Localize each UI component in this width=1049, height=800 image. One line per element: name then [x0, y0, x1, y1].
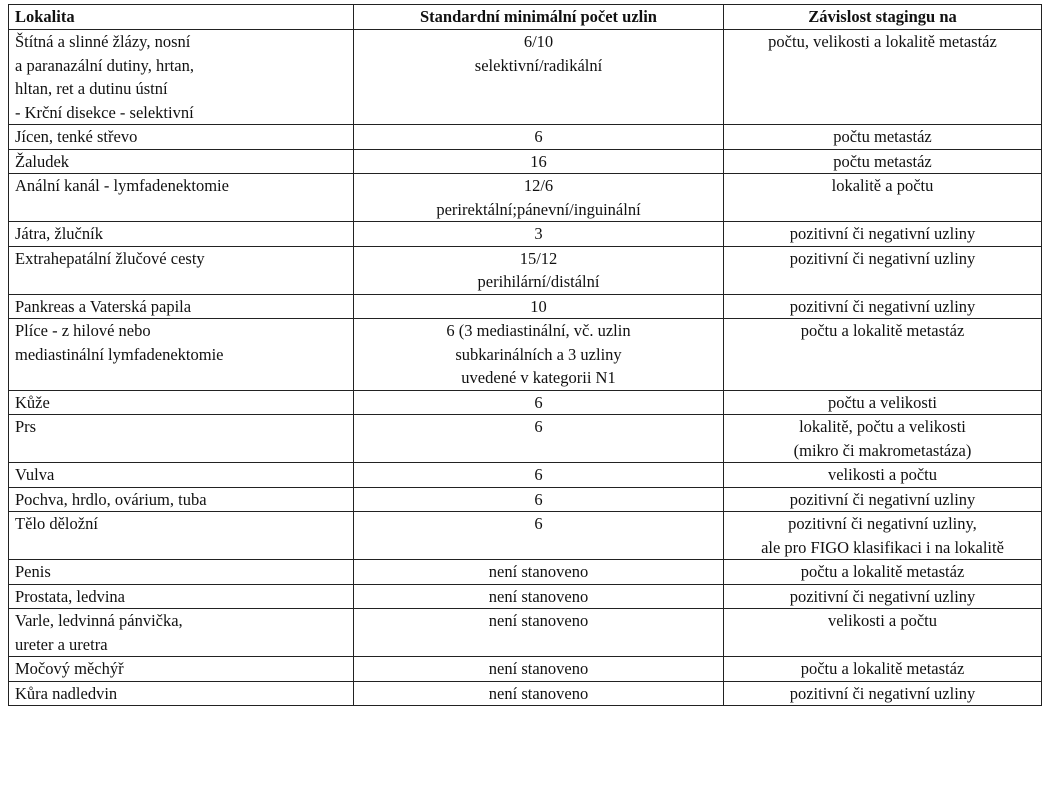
- table-row: [9, 681, 1042, 706]
- cell-text-line: pozitivní či negativní uzliny: [789, 489, 976, 509]
- cell-zavislost: [724, 246, 1042, 294]
- cell-text-line: není stanoveno: [488, 562, 589, 581]
- cell-text-line: Tělo děložní: [15, 514, 98, 533]
- cell-text-line: Vulva: [15, 465, 55, 484]
- cell-text-line: ale pro FIGO klasifikaci i na lokalitě: [761, 537, 1004, 557]
- cell-lokalita: [9, 30, 354, 125]
- cell-text-line: Prostata, ledvina: [15, 586, 125, 606]
- table-row: [9, 30, 1042, 125]
- cell-text-line: mediastinální lymfadenektomie: [15, 344, 224, 364]
- cell-zavislost: [724, 415, 1042, 463]
- document-page: [8, 4, 1041, 706]
- cell-pocet-uzlin: [354, 560, 724, 585]
- cell-pocet-uzlin: [354, 319, 724, 391]
- cell-text-line: Pankreas a Vaterská papila: [15, 296, 192, 316]
- cell-text-line: a paranazální dutiny, hrtan,: [15, 55, 194, 75]
- cell-lokalita: [9, 390, 354, 415]
- header-pocet-uzlin: Standardní minimální počet uzlin: [354, 5, 724, 30]
- cell-zavislost: [724, 149, 1042, 174]
- cell-text-line: Varle, ledvinná pánvička,: [15, 611, 183, 630]
- cell-text-line: 6/10: [523, 32, 554, 51]
- cell-lokalita: [9, 294, 354, 319]
- cell-zavislost: [724, 319, 1042, 391]
- cell-text-line: pozitivní či negativní uzliny,: [788, 514, 977, 533]
- cell-text-line: počtu a lokalitě metastáz: [800, 659, 965, 678]
- cell-text-line: 16: [530, 151, 547, 171]
- cell-pocet-uzlin: [354, 609, 724, 657]
- cell-text-line: 6 (3 mediastinální, vč. uzlin: [446, 321, 631, 340]
- cell-pocet-uzlin: [354, 415, 724, 463]
- cell-text-line: (mikro či makrometastáza): [793, 440, 972, 460]
- cell-zavislost: [724, 584, 1042, 609]
- cell-lokalita: [9, 512, 354, 560]
- cell-text-line: počtu, velikosti a lokalitě metastáz: [768, 32, 997, 51]
- cell-text-line: Extrahepatální žlučové cesty: [15, 248, 205, 268]
- table-row: [9, 560, 1042, 585]
- cell-text-line: Plíce - z hilové nebo: [15, 321, 151, 340]
- cell-lokalita: [9, 125, 354, 150]
- cell-text-line: perihilární/distální: [477, 272, 600, 291]
- cell-pocet-uzlin: [354, 149, 724, 174]
- cell-pocet-uzlin: [354, 681, 724, 706]
- table-row: [9, 149, 1042, 174]
- cell-text-line: Játra, žlučník: [15, 224, 103, 243]
- cell-zavislost: [724, 487, 1042, 512]
- cell-lokalita: [9, 149, 354, 174]
- cell-text-line: 6: [534, 514, 543, 533]
- table-row: [9, 487, 1042, 512]
- cell-text-line: Kůže: [15, 392, 50, 412]
- cell-text-line: Anální kanál - lymfadenektomie: [15, 176, 229, 195]
- table-row: [9, 657, 1042, 682]
- cell-pocet-uzlin: [354, 512, 724, 560]
- cell-text-line: není stanoveno: [488, 586, 589, 606]
- cell-lokalita: [9, 584, 354, 609]
- cell-pocet-uzlin: [354, 294, 724, 319]
- cell-zavislost: [724, 657, 1042, 682]
- cell-pocet-uzlin: [354, 222, 724, 247]
- cell-lokalita: [9, 657, 354, 682]
- cell-text-line: hltan, ret a dutinu ústní: [15, 79, 168, 98]
- table-row: [9, 319, 1042, 391]
- cell-text-line: ureter a uretra: [15, 634, 108, 654]
- cell-zavislost: [724, 681, 1042, 706]
- table-row: [9, 415, 1042, 463]
- header-lokalita: Lokalita: [9, 5, 354, 30]
- table-row: [9, 174, 1042, 222]
- table-header-row: [9, 5, 1042, 30]
- cell-text-line: pozitivní či negativní uzliny: [789, 296, 976, 316]
- cell-zavislost: [724, 125, 1042, 150]
- cell-lokalita: [9, 174, 354, 222]
- cell-pocet-uzlin: [354, 125, 724, 150]
- cell-text-line: lokalitě, počtu a velikosti: [799, 417, 966, 436]
- cell-zavislost: [724, 512, 1042, 560]
- table-body: [9, 30, 1042, 706]
- cell-text-line: počtu a lokalitě metastáz: [800, 562, 965, 581]
- cell-lokalita: [9, 560, 354, 585]
- cell-zavislost: [724, 463, 1042, 488]
- cell-text-line: - Krční disekce - selektivní: [15, 102, 194, 122]
- cell-text-line: Penis: [15, 562, 51, 581]
- cell-text-line: počtu a velikosti: [827, 392, 938, 412]
- table-row: [9, 246, 1042, 294]
- cell-text-line: pozitivní či negativní uzliny: [789, 586, 976, 606]
- cell-text-line: není stanoveno: [488, 683, 589, 703]
- cell-text-line: 15/12: [519, 248, 558, 268]
- cell-text-line: Štítná a slinné žlázy, nosní: [15, 32, 191, 51]
- cell-lokalita: [9, 463, 354, 488]
- cell-zavislost: [724, 390, 1042, 415]
- cell-text-line: 6: [534, 465, 543, 484]
- cell-pocet-uzlin: [354, 390, 724, 415]
- cell-zavislost: [724, 174, 1042, 222]
- cell-text-line: Prs: [15, 417, 37, 436]
- cell-zavislost: [724, 560, 1042, 585]
- cell-text-line: selektivní/radikální: [474, 55, 603, 75]
- table-row: [9, 125, 1042, 150]
- cell-zavislost: [724, 609, 1042, 657]
- cell-text-line: 3: [534, 224, 543, 243]
- cell-text-line: Kůra nadledvin: [15, 683, 118, 703]
- cell-text-line: počtu metastáz: [833, 151, 932, 171]
- cell-text-line: Močový měchýř: [15, 659, 124, 678]
- cell-lokalita: [9, 319, 354, 391]
- cell-text-line: lokalitě a počtu: [831, 176, 934, 195]
- cell-zavislost: [724, 222, 1042, 247]
- cell-text-line: počtu metastáz: [833, 127, 932, 146]
- cell-text-line: Pochva, hrdlo, ovárium, tuba: [15, 489, 207, 509]
- cell-pocet-uzlin: [354, 584, 724, 609]
- cell-text-line: velikosti a počtu: [827, 465, 938, 484]
- cell-pocet-uzlin: [354, 30, 724, 125]
- table-row: [9, 390, 1042, 415]
- cell-text-line: pozitivní či negativní uzliny: [789, 683, 976, 703]
- cell-text-line: velikosti a počtu: [827, 611, 938, 630]
- cell-lokalita: [9, 609, 354, 657]
- cell-text-line: 6: [534, 392, 543, 412]
- cell-lokalita: [9, 681, 354, 706]
- cell-pocet-uzlin: [354, 174, 724, 222]
- cell-pocet-uzlin: [354, 246, 724, 294]
- cell-zavislost: [724, 30, 1042, 125]
- cell-text-line: uvedené v kategorii N1: [461, 368, 616, 387]
- cell-text-line: není stanoveno: [488, 611, 589, 630]
- table-row: [9, 294, 1042, 319]
- cell-text-line: 6: [534, 127, 543, 146]
- table-row: [9, 463, 1042, 488]
- table-row: [9, 512, 1042, 560]
- cell-text-line: pozitivní či negativní uzliny: [789, 248, 976, 268]
- lymph-node-staging-table: [8, 4, 1042, 706]
- cell-text-line: 6: [534, 417, 543, 436]
- header-zavislost: Závislost stagingu na: [724, 5, 1042, 30]
- cell-text-line: subkarinálních a 3 uzliny: [455, 344, 622, 364]
- table-row: [9, 584, 1042, 609]
- cell-text-line: perirektální;pánevní/inguinální: [436, 199, 641, 219]
- cell-zavislost: [724, 294, 1042, 319]
- cell-text-line: Jícen, tenké střevo: [15, 127, 138, 146]
- cell-text-line: 10: [530, 296, 547, 316]
- table-row: [9, 609, 1042, 657]
- table-row: [9, 222, 1042, 247]
- cell-text-line: 6: [534, 489, 543, 509]
- cell-text-line: není stanoveno: [488, 659, 589, 678]
- cell-pocet-uzlin: [354, 463, 724, 488]
- cell-lokalita: [9, 415, 354, 463]
- cell-text-line: počtu a lokalitě metastáz: [800, 321, 965, 340]
- cell-pocet-uzlin: [354, 487, 724, 512]
- cell-lokalita: [9, 487, 354, 512]
- cell-lokalita: [9, 222, 354, 247]
- cell-text-line: 12/6: [523, 176, 554, 195]
- cell-text-line: Žaludek: [15, 151, 70, 171]
- cell-lokalita: [9, 246, 354, 294]
- cell-pocet-uzlin: [354, 657, 724, 682]
- cell-text-line: pozitivní či negativní uzliny: [789, 224, 976, 243]
